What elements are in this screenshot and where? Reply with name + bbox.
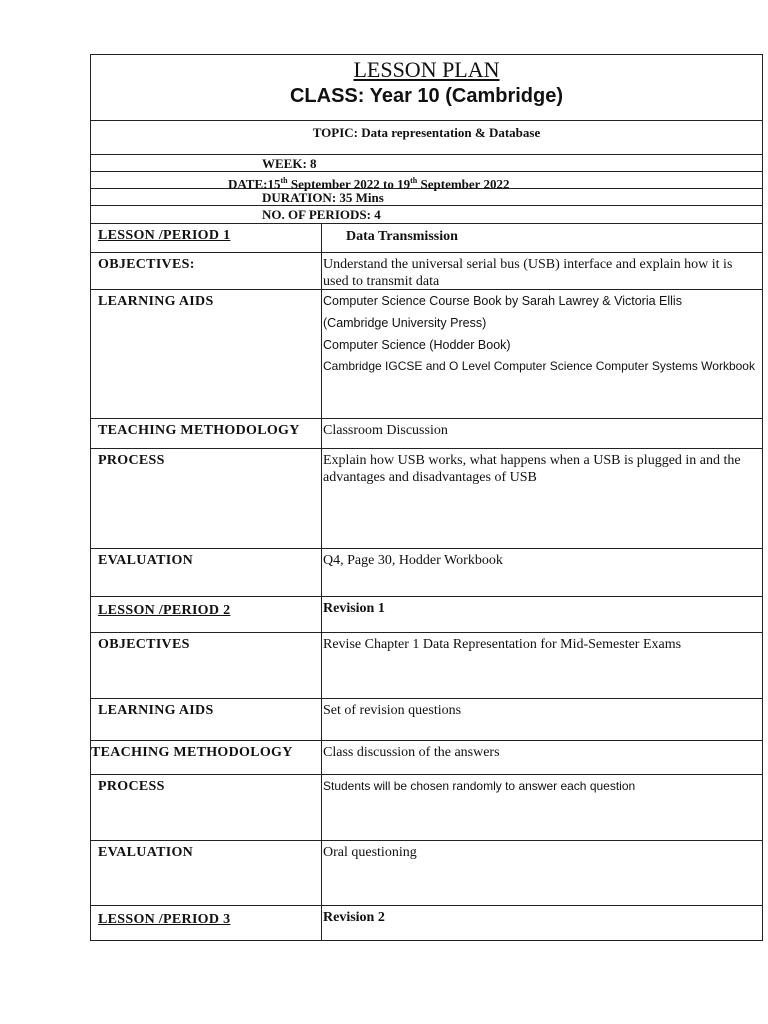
p1-process-value: Explain how USB works, what happens when a USB is plugged in and the advantages and disadvantages of USB [323, 453, 741, 485]
p1-learning-aids-label: LEARNING AIDS [91, 290, 322, 418]
table-row [91, 252, 762, 289]
period-1-value: Data Transmission [346, 229, 458, 244]
p2-learning-aids-value: Set of revision questions [323, 703, 462, 718]
duration-text: DURATION: 35 Mins [262, 190, 384, 205]
p2-objectives-value: Revise Chapter 1 Data Representation for Mid-Semester Exams [323, 637, 682, 652]
date-suffix: September 2022 [417, 176, 510, 192]
document-title: LESSON PLAN [353, 57, 500, 82]
table-row [91, 905, 762, 941]
p1-methodology-label: TEACHING METHODOLOGY [91, 419, 322, 448]
period-2-value: Revision 1 [323, 601, 385, 616]
week-row [91, 155, 762, 172]
date-row [91, 172, 762, 192]
date-sup-2: th [410, 176, 418, 185]
table-row [91, 418, 762, 448]
duration-row [91, 189, 762, 206]
aid-item: Cambridge IGCSE and O Level Computer Science Computer Systems Workbook [323, 359, 755, 373]
p2-methodology-value: Class discussion of the answers [323, 745, 500, 760]
p2-objectives-label: OBJECTIVES [91, 633, 322, 698]
p1-objectives-label: OBJECTIVES: [91, 253, 322, 289]
date-prefix: DATE:15 [228, 176, 281, 192]
table-row [91, 774, 762, 840]
period-1-label: LESSON /PERIOD 1 [91, 224, 322, 252]
aid-item: (Cambridge University Press) [323, 316, 487, 330]
period-3-value: Revision 2 [323, 910, 385, 925]
topic-row [91, 121, 762, 155]
periods-row [91, 206, 762, 223]
table-row [91, 596, 762, 632]
class-label: CLASS: Year 10 (Cambridge) [289, 85, 564, 107]
p1-methodology-value: Classroom Discussion [323, 423, 448, 438]
p1-process-label: PROCESS [91, 449, 322, 548]
table-row [91, 740, 762, 774]
table-row [91, 698, 762, 740]
period-3-label: LESSON /PERIOD 3 [91, 906, 322, 941]
table-row [91, 289, 762, 418]
p2-learning-aids-label: LEARNING AIDS [91, 699, 322, 740]
p1-learning-aids-value [322, 290, 762, 418]
p2-evaluation-label: EVALUATION [91, 841, 322, 905]
p2-process-value: Students will be chosen randomly to answer each question [323, 779, 636, 793]
week-text: WEEK: 8 [262, 156, 317, 171]
p1-evaluation-value: Q4, Page 30, Hodder Workbook [323, 553, 503, 568]
date-sup-1: th [280, 176, 288, 185]
p2-methodology-label: TEACHING METHODOLOGY [91, 741, 322, 774]
p2-evaluation-value: Oral questioning [323, 845, 417, 860]
aid-item: Computer Science Course Book by Sarah Lawrey & Victoria Ellis [323, 294, 682, 308]
table-row [91, 548, 762, 596]
aid-item: Computer Science (Hodder Book) [323, 338, 511, 352]
table-row [91, 632, 762, 698]
p2-process-label: PROCESS [91, 775, 322, 840]
periods-text: NO. OF PERIODS: 4 [262, 207, 381, 222]
table-row [91, 448, 762, 548]
title-block [91, 55, 762, 121]
p1-objectives-value: Understand the universal serial bus (USB) interface and explain how it is used to transmit data [323, 257, 733, 289]
date-middle: September 2022 to 19 [287, 176, 411, 192]
table-row [91, 840, 762, 905]
period-2-label: LESSON /PERIOD 2 [91, 597, 322, 632]
lesson-plan-document [90, 54, 763, 941]
table-row [91, 223, 762, 252]
p1-evaluation-label: EVALUATION [91, 549, 322, 596]
topic-text: TOPIC: Data representation & Database [312, 125, 541, 140]
